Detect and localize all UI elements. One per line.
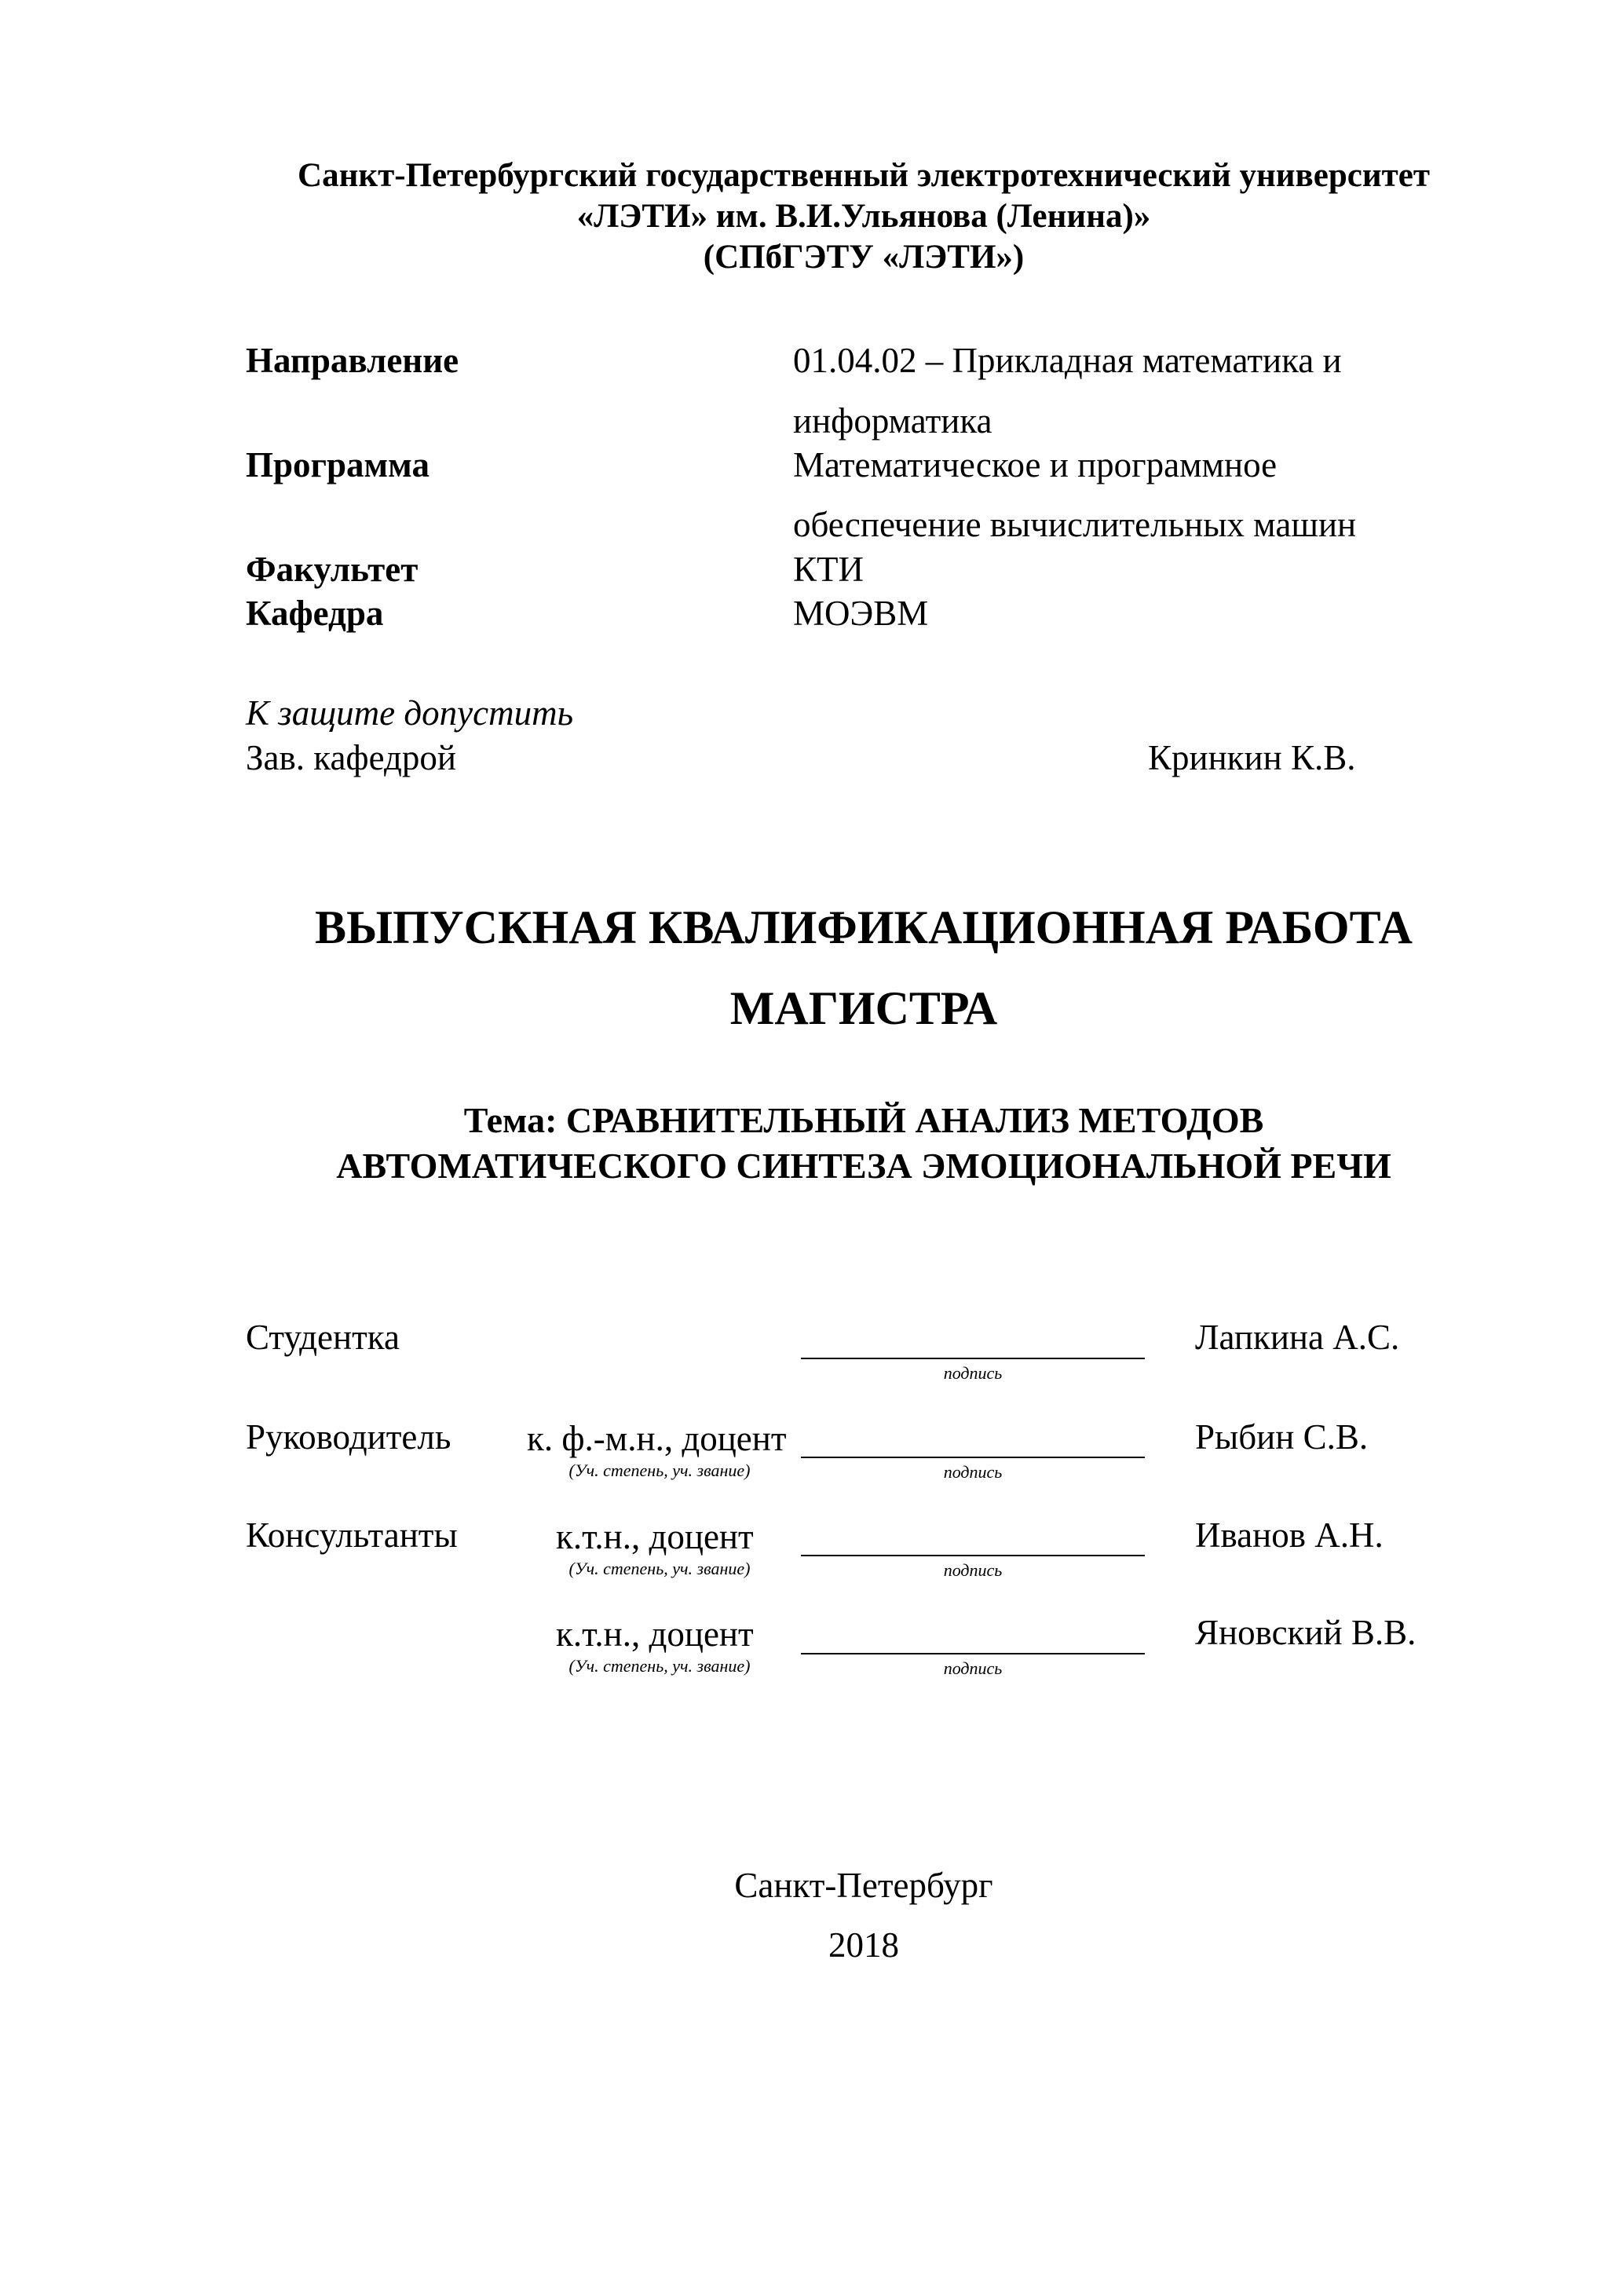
university-name: Санкт-Петербургский государственный электротехнический университет bbox=[298, 157, 1430, 194]
head-of-department-name: Кринкин К.В. bbox=[1148, 738, 1356, 777]
admit-to-defense-text: К защите допустить bbox=[246, 693, 574, 733]
supervisor-signature-caption: подпись bbox=[943, 1462, 1003, 1482]
university-subtitle: «ЛЭТИ» им. В.И.Ульянова (Ленина)» bbox=[576, 198, 1151, 235]
student-role-label: Студентка bbox=[246, 1318, 400, 1357]
university-abbreviation: (СПбГЭТУ «ЛЭТИ») bbox=[703, 239, 1025, 276]
consultant2-rank: к.т.н., доцент bbox=[556, 1614, 754, 1654]
direction-value-line1: 01.04.02 – Прикладная математика и bbox=[793, 341, 1342, 380]
consultant2-rank-caption: (Уч. степень, уч. звание) bbox=[568, 1656, 751, 1676]
thesis-topic-line1: Тема: СРАВНИТЕЛЬНЫЙ АНАЛИЗ МЕТОДОВ bbox=[463, 1100, 1264, 1140]
faculty-label: Факультет bbox=[246, 550, 419, 589]
thesis-title-line2: МАГИСТРА bbox=[729, 982, 998, 1034]
student-signature-caption: подпись bbox=[943, 1363, 1003, 1383]
consultant2-signature-line bbox=[801, 1653, 1145, 1654]
student-name: Лапкина А.С. bbox=[1195, 1318, 1400, 1357]
student-signature-line bbox=[801, 1358, 1145, 1359]
year: 2018 bbox=[828, 1925, 899, 1965]
supervisor-signature-line bbox=[801, 1457, 1145, 1458]
consultant1-signature-line bbox=[801, 1555, 1145, 1556]
direction-label: Направление bbox=[246, 341, 459, 380]
direction-value-line2: информатика bbox=[793, 401, 992, 441]
head-of-department-label: Зав. кафедрой bbox=[246, 738, 456, 777]
consultant2-signature-caption: подпись bbox=[943, 1658, 1003, 1678]
consultants-role-label: Консультанты bbox=[246, 1515, 458, 1555]
program-label: Программа bbox=[246, 445, 430, 484]
consultant1-name: Иванов А.Н. bbox=[1195, 1515, 1384, 1555]
consultant1-rank-caption: (Уч. степень, уч. звание) bbox=[568, 1559, 751, 1578]
faculty-value: КТИ bbox=[793, 550, 864, 589]
city: Санкт-Петербург bbox=[734, 1866, 993, 1905]
department-label: Кафедра bbox=[246, 594, 384, 633]
consultant1-signature-caption: подпись bbox=[943, 1560, 1003, 1580]
thesis-title-line1: ВЫПУСКНАЯ КВАЛИФИКАЦИОННАЯ РАБОТА bbox=[315, 901, 1413, 953]
thesis-topic-line2: АВТОМАТИЧЕСКОГО СИНТЕЗА ЭМОЦИОНАЛЬНОЙ РЕЧИ bbox=[336, 1146, 1391, 1186]
program-value-line2: обеспечение вычислительных машин bbox=[793, 505, 1357, 544]
supervisor-role-label: Руководитель bbox=[246, 1417, 451, 1457]
supervisor-rank: к. ф.-м.н., доцент bbox=[527, 1419, 787, 1458]
consultant1-rank: к.т.н., доцент bbox=[556, 1517, 754, 1556]
supervisor-name: Рыбин С.В. bbox=[1195, 1417, 1369, 1457]
program-value-line1: Математическое и программное bbox=[793, 445, 1278, 484]
consultant2-name: Яновский В.В. bbox=[1195, 1613, 1416, 1652]
department-value: МОЭВМ bbox=[793, 594, 929, 633]
supervisor-rank-caption: (Уч. степень, уч. звание) bbox=[568, 1461, 751, 1480]
